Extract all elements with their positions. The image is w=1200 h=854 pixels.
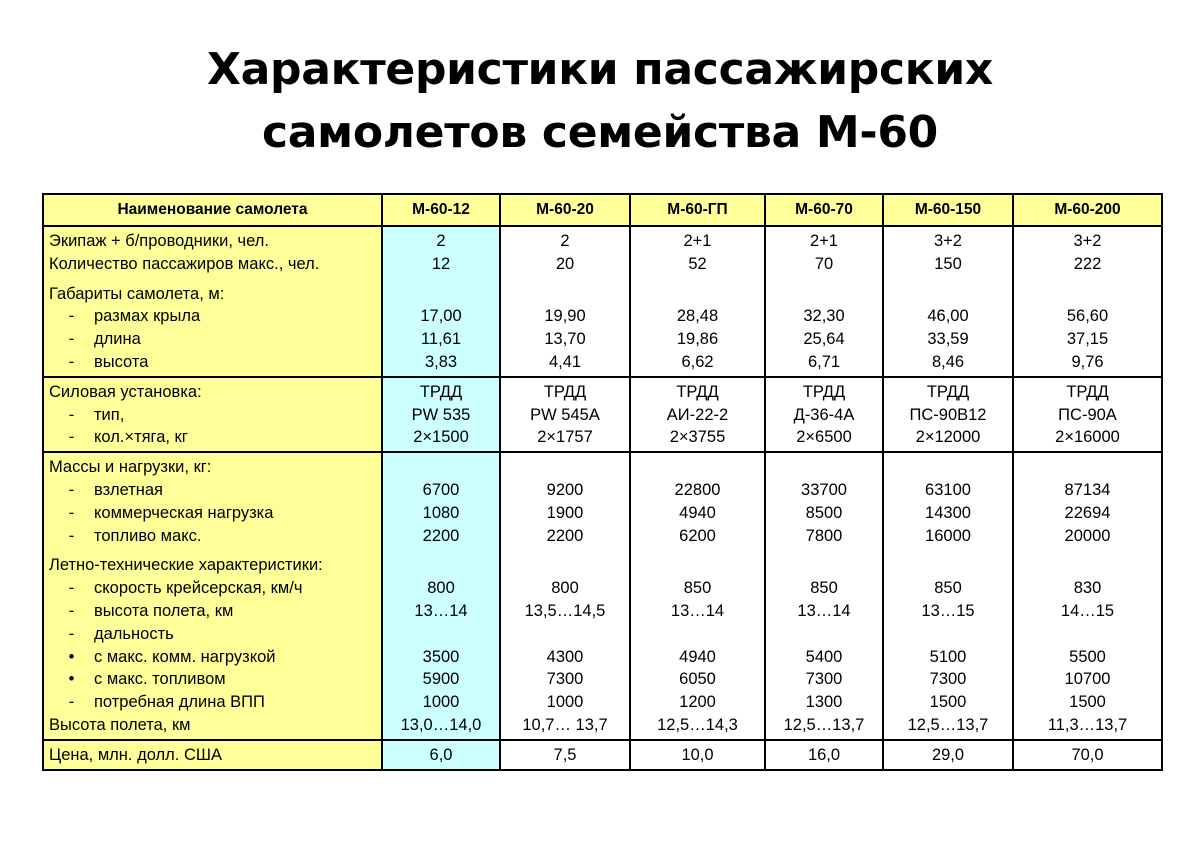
cell-value	[884, 623, 1012, 646]
cell-value: PW 535	[411, 405, 471, 424]
dash-marker: -	[68, 330, 75, 349]
cell-value	[1014, 283, 1161, 306]
cell-value: 14…15	[1060, 601, 1115, 620]
cell-value: 4,41	[548, 352, 582, 371]
section-value-cell	[765, 740, 883, 770]
dash-marker: -	[68, 480, 75, 499]
cell-value: 87134	[1064, 480, 1111, 499]
cell-value: ПС-90В12	[909, 405, 987, 424]
cell-value: 28,48	[676, 307, 719, 326]
slide-title-line-1: Характеристики пассажирских	[207, 44, 993, 95]
cell-value: 4940	[679, 503, 716, 522]
cell-value: 2×6500	[796, 428, 852, 447]
cell-value	[884, 456, 1012, 479]
cell-value	[766, 283, 882, 306]
row-label	[44, 283, 381, 306]
cell-value: ТРДД	[419, 382, 463, 401]
cell-value: 2×16000	[1055, 428, 1120, 447]
cell-value	[766, 623, 882, 646]
cell-value: 1000	[546, 693, 584, 712]
cell-value: 3+2	[1073, 232, 1102, 250]
cell-value	[501, 283, 629, 306]
cell-value: 2	[560, 232, 570, 250]
cell-value: 63100	[925, 480, 971, 499]
footer-decoration	[26, 840, 246, 844]
dash-marker: -	[68, 428, 75, 447]
cell-value: 22800	[674, 480, 721, 499]
cell-value: ТРДД	[802, 382, 846, 401]
row-label-text: размах крыла	[94, 307, 201, 326]
cell-value: 222	[1073, 254, 1102, 273]
section-value-cell	[765, 226, 883, 377]
section-value-cell	[630, 740, 765, 770]
cell-value: 5900	[422, 670, 460, 689]
row-label	[44, 668, 381, 691]
table-section-row	[43, 226, 1162, 377]
row-label-text: Летно-технические характеристики:	[49, 556, 323, 575]
row-label	[44, 328, 381, 351]
cell-value: 8,46	[931, 352, 965, 371]
section-value-cell	[500, 377, 630, 452]
cell-value: 52	[688, 254, 707, 273]
section-value-cell	[500, 452, 630, 740]
cell-value	[383, 623, 499, 646]
cell-value: 13…14	[797, 601, 851, 620]
cell-value: 70,0	[1071, 745, 1104, 764]
cell-value: ТРДД	[926, 382, 970, 401]
cell-value: 20000	[1064, 526, 1111, 545]
row-label-text: коммерческая нагрузка	[94, 503, 274, 522]
dash-marker: -	[68, 526, 75, 545]
cell-value: 6700	[422, 480, 460, 499]
cell-value: 10700	[1064, 670, 1111, 689]
cell-value: 2+1	[810, 232, 838, 250]
cell-value: 3,83	[424, 352, 458, 371]
row-label	[44, 230, 381, 253]
cell-value: 11,61	[420, 330, 462, 349]
cell-value: 1500	[929, 693, 967, 712]
row-label-text: взлетная	[94, 480, 163, 499]
cell-value	[631, 623, 764, 646]
section-value-cell	[765, 377, 883, 452]
cell-value: 29,0	[931, 745, 965, 764]
header-aircraft: М-60-200	[1013, 194, 1162, 226]
row-label-text: потребная длина ВПП	[94, 693, 265, 712]
cell-value: 1080	[422, 503, 460, 522]
row-label-text: скорость крейсерская, км/ч	[94, 579, 303, 598]
section-label-cell	[43, 740, 382, 770]
section-value-cell	[1013, 452, 1162, 740]
cell-value: 2×3755	[669, 428, 726, 447]
cell-value: 13…14	[414, 601, 468, 620]
cell-value: 2×1500	[413, 428, 469, 447]
cell-value	[631, 283, 764, 306]
row-label-text: Высота полета, км	[49, 715, 191, 734]
section-value-cell	[1013, 740, 1162, 770]
cell-value: 13,70	[544, 330, 586, 349]
cell-value: 1500	[1069, 693, 1106, 712]
cell-value	[1014, 456, 1161, 479]
cell-value: АИ-22-2	[666, 405, 729, 424]
cell-value	[1014, 554, 1161, 577]
cell-value: 19,90	[544, 307, 586, 326]
cell-value: 1200	[679, 693, 716, 712]
row-label	[44, 351, 381, 374]
cell-value: 4940	[679, 647, 716, 666]
cell-value	[383, 456, 499, 479]
row-label-text: с макс. топливом	[94, 670, 226, 689]
section-value-cell	[382, 740, 500, 770]
cell-value: 2×1757	[537, 428, 593, 447]
header-aircraft: М-60-150	[883, 194, 1013, 226]
cell-value	[766, 554, 882, 577]
row-label	[44, 502, 381, 525]
cell-value: ТРДД	[543, 382, 587, 401]
header-aircraft-name: Наименование самолета	[43, 194, 382, 226]
cell-value: 32,30	[803, 307, 845, 326]
cell-value: 850	[683, 579, 712, 598]
cell-value: 830	[1073, 579, 1102, 598]
cell-value: 1900	[546, 503, 584, 522]
row-label-text: высота полета, км	[94, 601, 234, 620]
cell-value: 22694	[1064, 503, 1111, 522]
cell-value: 1300	[805, 693, 843, 712]
row-label-text: топливо макс.	[94, 526, 202, 545]
cell-value: 13…14	[670, 601, 725, 620]
aircraft-spec-table	[42, 193, 1163, 771]
cell-value: 850	[810, 579, 838, 598]
row-label-text: кол.×тяга, кг	[94, 428, 188, 447]
cell-value	[501, 456, 629, 479]
cell-value: 12,5…14,3	[657, 715, 738, 734]
cell-value: 9,76	[1071, 352, 1104, 371]
row-label-text: Количество пассажиров макс., чел.	[49, 254, 320, 273]
dash-marker: -	[68, 352, 75, 371]
cell-value	[383, 554, 499, 577]
cell-value: 8500	[805, 503, 843, 522]
dash-marker: -	[68, 579, 75, 598]
row-label	[44, 577, 381, 600]
section-value-cell	[1013, 377, 1162, 452]
cell-value: 6,71	[807, 352, 841, 371]
header-aircraft: М-60-12	[382, 194, 500, 226]
cell-value: 37,15	[1066, 330, 1109, 349]
cell-value: 7,5	[553, 745, 577, 764]
cell-value: ТРДД	[1066, 382, 1109, 401]
row-label	[44, 525, 381, 548]
slide-title	[0, 38, 1200, 164]
cell-value	[501, 623, 629, 646]
section-value-cell	[765, 452, 883, 740]
cell-value: 13,0…14,0	[400, 715, 482, 734]
cell-value: 20	[555, 254, 575, 273]
row-label-text: тип,	[94, 405, 125, 424]
header-aircraft: М-60-70	[765, 194, 883, 226]
row-label	[44, 456, 381, 479]
cell-value: 7300	[805, 670, 843, 689]
row-label-text: с макс. комм. нагрузкой	[94, 647, 276, 666]
section-label-cell	[43, 452, 382, 740]
header-aircraft: М-60-ГП	[630, 194, 765, 226]
dash-marker: -	[68, 503, 75, 522]
row-label	[44, 253, 381, 276]
cell-value: 25,64	[803, 330, 845, 349]
cell-value: 70	[814, 254, 834, 273]
cell-value	[1014, 623, 1161, 646]
cell-value	[631, 456, 764, 479]
slide-title-line-2: самолетов семейства М-60	[261, 107, 938, 158]
row-label-text: Массы и нагрузки, кг:	[49, 458, 212, 477]
cell-value	[501, 554, 629, 577]
cell-value: PW 545A	[530, 405, 600, 424]
cell-value: 2200	[422, 526, 460, 545]
row-label	[44, 691, 381, 714]
row-label-text: Экипаж + б/проводники, чел.	[49, 232, 269, 250]
row-label-text: Цена, млн. долл. США	[49, 745, 223, 764]
cell-value: 12,5…13,7	[907, 715, 989, 734]
cell-value: 13,5…14,5	[524, 601, 606, 620]
cell-value: 33700	[801, 480, 847, 499]
dash-marker: -	[68, 405, 75, 424]
section-value-cell	[500, 226, 630, 377]
row-label	[44, 426, 381, 449]
cell-value	[884, 554, 1012, 577]
cell-value: 800	[551, 579, 579, 598]
section-value-cell	[630, 377, 765, 452]
cell-value: 2	[436, 232, 446, 250]
cell-value: 12,5…13,7	[783, 715, 865, 734]
table-section-row	[43, 740, 1162, 770]
section-value-cell	[382, 226, 500, 377]
cell-value: 4300	[546, 647, 584, 666]
bullet-marker: •	[68, 670, 75, 689]
row-label-text: длина	[94, 330, 141, 349]
section-value-cell	[883, 377, 1013, 452]
row-label-text: Силовая установка:	[49, 382, 202, 401]
section-value-cell	[630, 452, 765, 740]
table-section-row	[43, 377, 1162, 452]
header-aircraft: М-60-20	[500, 194, 630, 226]
cell-value: 1000	[422, 693, 460, 712]
cell-value: 12	[431, 254, 451, 273]
dash-marker: -	[68, 693, 75, 712]
cell-value	[766, 456, 882, 479]
cell-value: 3500	[422, 647, 460, 666]
section-value-cell	[500, 740, 630, 770]
row-label	[44, 646, 381, 669]
section-value-cell	[883, 226, 1013, 377]
row-label	[44, 623, 381, 646]
cell-value: 150	[934, 254, 962, 273]
row-label	[44, 554, 381, 577]
section-label-cell	[43, 226, 382, 377]
cell-value: 6050	[679, 670, 716, 689]
cell-value: Д-36-4А	[793, 405, 855, 424]
table-header-row	[43, 194, 1162, 226]
cell-value: ТРДД	[676, 382, 719, 401]
cell-value: 6,62	[681, 352, 714, 371]
cell-value: 5100	[929, 647, 967, 666]
cell-value: 2+1	[683, 232, 712, 250]
cell-value: 14300	[925, 503, 971, 522]
cell-value	[383, 283, 499, 306]
cell-value: 10,7… 13,7	[522, 715, 608, 734]
row-label	[44, 744, 381, 767]
cell-value: 9200	[546, 480, 584, 499]
row-label-text: Габариты самолета, м:	[49, 284, 225, 303]
section-value-cell	[883, 740, 1013, 770]
cell-value: 33,59	[927, 330, 969, 349]
cell-value: 7300	[546, 670, 584, 689]
cell-value: 16,0	[807, 745, 841, 764]
row-label	[44, 479, 381, 502]
cell-value: 6,0	[429, 745, 453, 764]
section-value-cell	[382, 452, 500, 740]
bullet-marker: •	[68, 647, 75, 666]
section-value-cell	[630, 226, 765, 377]
section-label-cell	[43, 377, 382, 452]
cell-value: 7800	[805, 526, 843, 545]
cell-value: 7300	[929, 670, 967, 689]
cell-value	[884, 283, 1012, 306]
cell-value: 46,00	[927, 307, 969, 326]
cell-value: 16000	[925, 526, 971, 545]
cell-value: 3+2	[934, 232, 962, 250]
cell-value: ПС-90А	[1058, 405, 1117, 424]
dash-marker: -	[68, 601, 75, 620]
row-label-text: дальность	[94, 624, 174, 643]
section-value-cell	[382, 377, 500, 452]
dash-marker: -	[68, 624, 75, 643]
dash-marker: -	[68, 307, 75, 326]
cell-value: 2200	[546, 526, 584, 545]
row-label	[44, 600, 381, 623]
table-section-row	[43, 452, 1162, 740]
cell-value: 19,86	[676, 330, 719, 349]
cell-value: 850	[934, 579, 962, 598]
cell-value	[631, 554, 764, 577]
section-value-cell	[883, 452, 1013, 740]
cell-value: 56,60	[1066, 307, 1109, 326]
cell-value: 2×12000	[915, 428, 981, 447]
cell-value: 6200	[679, 526, 716, 545]
cell-value: 800	[427, 579, 455, 598]
section-value-cell	[1013, 226, 1162, 377]
row-label	[44, 714, 381, 737]
cell-value: 11,3…13,7	[1047, 715, 1128, 734]
cell-value: 5400	[805, 647, 843, 666]
row-label	[44, 381, 381, 404]
cell-value: 17,00	[420, 307, 462, 326]
row-label	[44, 305, 381, 328]
cell-value: 5500	[1069, 647, 1106, 666]
cell-value: 10,0	[681, 745, 714, 764]
cell-value: 13…15	[921, 601, 975, 620]
row-label-text: высота	[94, 352, 149, 371]
row-label	[44, 404, 381, 427]
